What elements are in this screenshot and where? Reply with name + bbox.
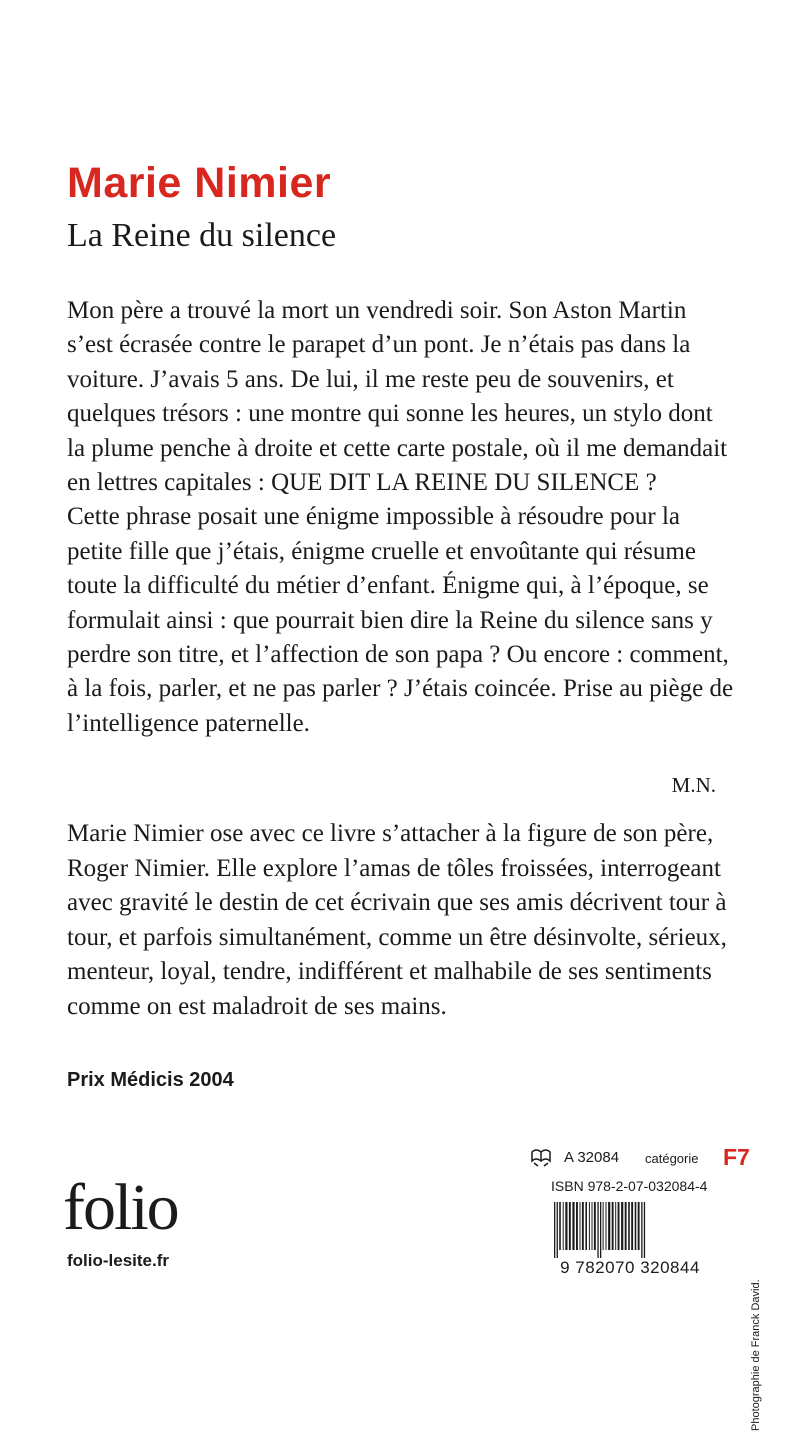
quote-signature: M.N.: [671, 773, 716, 797]
barcode-bar: [618, 1202, 620, 1250]
barcode-bar: [638, 1202, 640, 1250]
literary-prize: Prix Médicis 2004: [67, 1069, 234, 1091]
barcode-bar: [631, 1202, 633, 1250]
barcode-bar: [625, 1202, 627, 1250]
isbn-number: ISBN 978-2-07-032084-4: [551, 1178, 708, 1194]
barcode-bar: [600, 1202, 601, 1258]
summary-paragraph: Marie Nimier ose avec ce livre s’attacher à la figure de son père, Roger Nimier. Elle explore l’amas de tôles froissées, interrogeant avec gravité le destin de cet écrivain que ses amis décrivent tour à tour, et parfois simultanément, comme un être désinvolte, sérieux, menteur, loyal, tendre, indifférent et malhabile de ses sentiments comme on est maladroit de ses mains.: [67, 820, 727, 1020]
barcode-digits: 9 782070 320844: [560, 1258, 700, 1276]
barcode-bar: [628, 1202, 630, 1250]
barcode-bar: [621, 1202, 623, 1250]
barcode-bar: [559, 1202, 561, 1250]
catalog-code: A 32084: [564, 1149, 620, 1166]
barcode-graphic: [540, 1200, 720, 1276]
photo-credit: Photographie de Franck David.: [750, 1279, 762, 1431]
barcode-bar: [585, 1202, 587, 1250]
barcode-bar: [572, 1202, 574, 1250]
book-summary: [67, 817, 737, 1025]
category-value: F7: [723, 1144, 750, 1170]
barcode-bar: [615, 1202, 616, 1250]
barcode-bar: [592, 1202, 593, 1250]
category-label: catégorie: [645, 1151, 699, 1166]
book-title: La Reine du silence: [67, 217, 337, 254]
quote-paragraph-1: Mon père a trouvé la mort un vendredi soir. Son Aston Martin s’est écrasée contre le parapet d’un pont. Je n’étais pas dans la voiture. J’avais 5 ans. De lui, il me reste peu de souvenirs, et quelques trésors : une montre qui sonne les heures, un stylo dont la plume penche à droite et cette carte postale, où il me demandait en lettres capitales : QUE DIT LA REINE DU SILENCE ?: [67, 297, 728, 497]
barcode-bar: [641, 1202, 642, 1258]
barcode-bar: [563, 1202, 564, 1250]
photo-credit-area: [746, 1095, 770, 1431]
catalog-info: [530, 1141, 750, 1175]
barcode-bar: [569, 1202, 571, 1250]
barcode-bar: [576, 1202, 578, 1250]
publisher-website: folio-lesite.fr: [67, 1251, 170, 1270]
barcode-bar: [644, 1202, 645, 1258]
barcode-bar: [606, 1202, 607, 1250]
barcode-bar: [565, 1202, 567, 1250]
barcode-bar: [608, 1202, 610, 1250]
barcode-bar: [597, 1202, 598, 1258]
publisher-logo: folio: [63, 1171, 178, 1244]
barcode-bar: [580, 1202, 581, 1250]
barcode: [540, 1200, 720, 1276]
barcode-bar: [603, 1202, 604, 1250]
book-icon: [530, 1147, 552, 1167]
barcode-bar: [554, 1202, 555, 1258]
barcode-bar: [612, 1202, 614, 1250]
author-name: Marie Nimier: [67, 159, 332, 207]
barcode-bar: [635, 1202, 637, 1250]
barcode-bar: [594, 1202, 596, 1250]
back-cover-quote: [67, 294, 737, 741]
quote-paragraph-2: Cette phrase posait une énigme impossible à résoudre pour la petite fille que j’étais, énigme cruelle et envoûtante qui résume toute la difficulté du métier d’enfant. Énigme qui, à l’époque, se formulait ainsi : que pourrait bien dire la Reine du silence sans y perdre son titre, et l’affection de son papa ? Ou encore : comment, à la fois, parler, et ne pas parler ? J’étais coincée. Prise au piège de l’intelligence paternelle.: [67, 503, 734, 737]
barcode-bar: [589, 1202, 590, 1250]
barcode-bar: [582, 1202, 584, 1250]
barcode-bar: [557, 1202, 558, 1258]
